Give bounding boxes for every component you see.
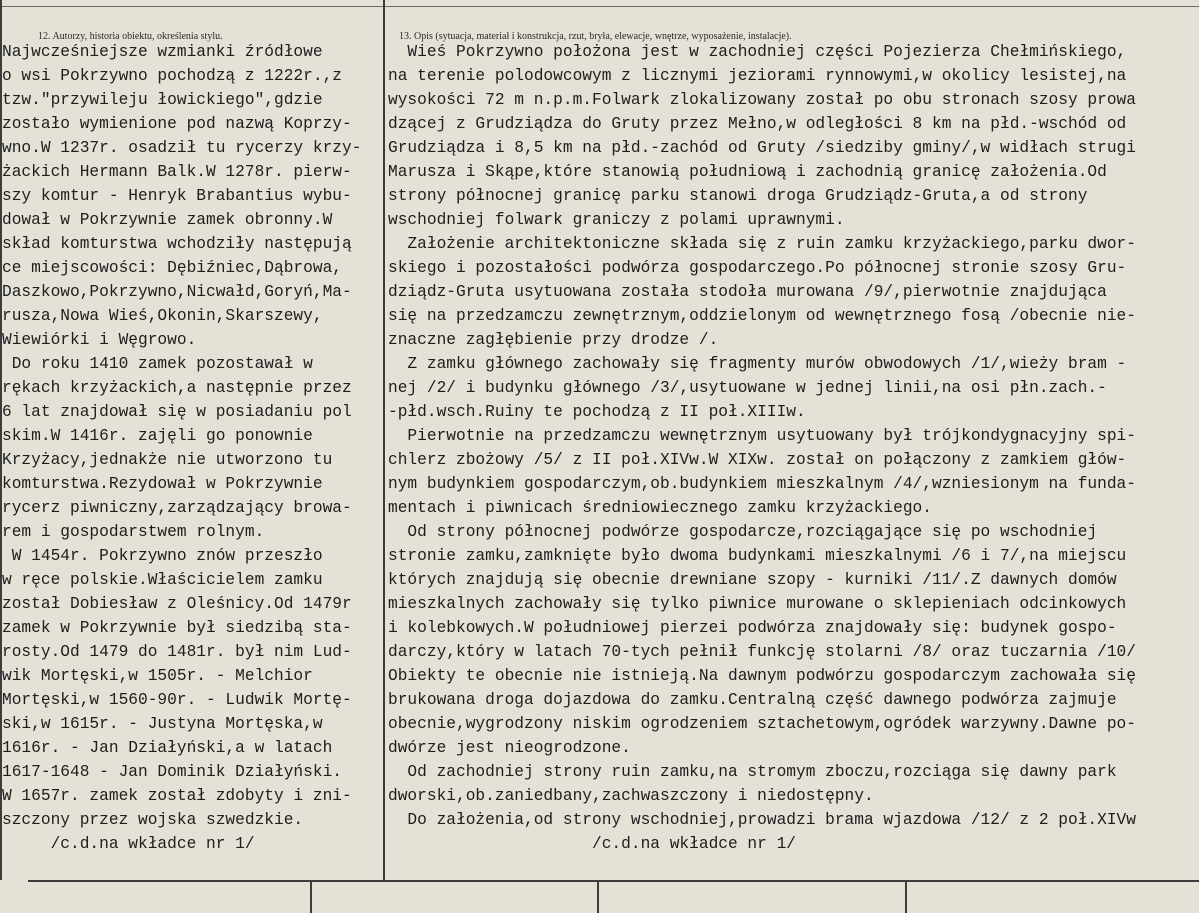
description-text-line: dzącej z Grudziądza do Gruty przez Mełno,w odległości 8 km na płd.-wschód od — [388, 115, 1127, 133]
history-text-line: /c.d.na wkładce nr 1/ — [2, 835, 255, 853]
history-text-line: w ręce polskie.Właścicielem zamku — [2, 571, 323, 589]
description-text-line: wschodniej folwark graniczy z polami uprawnymi. — [388, 211, 845, 229]
history-text-line: zostało wymienione pod nazwą Koprzy- — [2, 115, 352, 133]
column-divider — [383, 0, 385, 880]
history-text-line: Mortęski,w 1560-90r. - Ludwik Mortę- — [2, 691, 352, 709]
description-text-line: Z zamku głównego zachowały się fragmenty murów obwodowych /1/,wieży bram - — [388, 355, 1127, 373]
history-text-line: wno.W 1237r. osadził tu rycerzy krzy- — [2, 139, 362, 157]
description-text-line: Wieś Pokrzywno położona jest w zachodniej części Pojezierza Chełmińskiego, — [388, 43, 1127, 61]
description-text-line: mentach i piwnicach średniowiecznego zamku krzyżackiego. — [388, 499, 932, 517]
field-12-header: 12. Autorzy, historia obiektu, określenia stylu. — [38, 31, 223, 42]
history-text-line: został Dobiesław z Oleśnicy.Od 1479r — [2, 595, 352, 613]
history-text-line: żackich Hermann Balk.W 1278r. pierw- — [2, 163, 352, 181]
history-text-line: szy komtur - Henryk Brabantius wybu- — [2, 187, 352, 205]
history-text-line: zamek w Pokrzywnie był siedzibą sta- — [2, 619, 352, 637]
history-text-line: szczony przez wojska szwedzkie. — [2, 811, 304, 829]
description-text-line: Marusza i Skąpe,które stanowią południową i zachodnią granicę założenia.Od — [388, 163, 1107, 181]
history-text-line: rem i gospodarstwem rolnym. — [2, 523, 265, 541]
description-text-line: -płd.wsch.Ruiny te pochodzą z II poł.XIIIw. — [388, 403, 806, 421]
description-text-line: się na przedzamczu zewnętrznym,oddzielonym od wewnętrznego fosą /obecnie nie- — [388, 307, 1136, 325]
history-text-line: Wiewiórki i Węgrowo. — [2, 331, 197, 349]
description-text-line: stronie zamku,zamknięte było dwoma budynkami mieszkalnymi /6 i 7/,na miejscu — [388, 547, 1127, 565]
history-text-line: 1616r. - Jan Działyński,a w latach — [2, 739, 333, 757]
history-text-line: Daszkowo,Pokrzywno,Nicwałd,Goryń,Ma- — [2, 283, 352, 301]
history-text-line: skim.W 1416r. zajęli go ponownie — [2, 427, 313, 445]
bottom-tick — [597, 880, 599, 913]
history-text-line: Najwcześniejsze wzmianki źródłowe — [2, 43, 323, 61]
description-text-line: chlerz zbożowy /5/ z II poł.XIVw.W XIXw. został on połączony z zamkiem głów- — [388, 451, 1127, 469]
description-text-line: Założenie architektoniczne składa się z ruin zamku krzyżackiego,parku dwor- — [388, 235, 1136, 253]
description-text-line: Obiekty te obecnie nie istnieją.Na dawnym podwórzu gospodarczym zachowała się — [388, 667, 1136, 685]
description-text-line: na terenie polodowcowym z licznymi jeziorami rynnowymi,w okolicy lesistej,na — [388, 67, 1127, 85]
description-text-line: Od zachodniej strony ruin zamku,na stromym zboczu,rozciąga się dawny park — [388, 763, 1117, 781]
description-text-line: których znajdują się obecnie drewniane szopy - kurniki /11/.Z dawnych domów — [388, 571, 1117, 589]
description-text-line: darczy,który w latach 70-tych pełnił funkcję stolarni /8/ oraz tuczarnia /10/ — [388, 643, 1136, 661]
description-text-line: Od strony północnej podwórze gospodarcze,rozciągające się po wschodniej — [388, 523, 1098, 541]
history-text-line: Do roku 1410 zamek pozostawał w — [2, 355, 313, 373]
history-text-line: Krzyżacy,jednakże nie utworzono tu — [2, 451, 333, 469]
description-text-line: Do założenia,od strony wschodniej,prowadzi brama wjazdowa /12/ z 2 poł.XIVw — [388, 811, 1136, 829]
history-text-line: o wsi Pokrzywno pochodzą z 1222r.,z — [2, 67, 342, 85]
history-text-line: rusza,Nowa Wieś,Okonin,Skarszewy, — [2, 307, 323, 325]
history-text-line: 1617-1648 - Jan Dominik Działyński. — [2, 763, 342, 781]
description-text-line: znaczne zagłębienie przy drodze /. — [388, 331, 719, 349]
description-text-line: nej /2/ i budynku głównego /3/,usytuowane w jednej linii,na osi płn.zach.- — [388, 379, 1107, 397]
description-text-line: Pierwotnie na przedzamczu wewnętrznym usytuowany był trójkondygnacyjny spi- — [388, 427, 1136, 445]
history-text-line: dował w Pokrzywnie zamek obronny.W — [2, 211, 333, 229]
description-text-line: obecnie,wygrodzony niskim ogrodzeniem sztachetowym,ogródek warzywny.Dawne po- — [388, 715, 1136, 733]
history-text-line: rosty.Od 1479 do 1481r. był nim Lud- — [2, 643, 352, 661]
description-text-line: Grudziądza i 8,5 km na płd.-zachód od Gruty /siedziby gminy/,w widłach strugi — [388, 139, 1136, 157]
description-text-line: i kolebkowych.W południowej pierzei podwórza znajdowały się: budynek gospo- — [388, 619, 1117, 637]
history-text-line: skład komturstwa wchodziły następują — [2, 235, 352, 253]
description-text-line: dziądz-Gruta usytuowana została stodoła murowana /9/,pierwotnie znajdująca — [388, 283, 1107, 301]
description-text-line: wysokości 72 m n.p.m.Folwark zlokalizowany został po obu stronach szosy prowa — [388, 91, 1136, 109]
bottom-rule — [28, 880, 1199, 882]
description-text-line: strony północnej granicę parku stanowi droga Grudziądz-Gruta,a od strony — [388, 187, 1088, 205]
bottom-tick — [310, 880, 312, 913]
history-text-line: ce miejscowości: Dębiźniec,Dąbrowa, — [2, 259, 342, 277]
description-text-line: /c.d.na wkładce nr 1/ — [388, 835, 796, 853]
top-rule — [0, 6, 1199, 7]
description-text-line: brukowana droga dojazdowa do zamku.Centralną część dawnego podwórza zajmuje — [388, 691, 1117, 709]
history-text-line: tzw."przywileju łowickiego",gdzie — [2, 91, 323, 109]
field-13-header: 13. Opis (sytuacja, materiał i konstrukcja, rzut, bryła, elewacje, wnętrze, wyposażenie, instalacje). — [399, 31, 792, 42]
history-text-line: W 1657r. zamek został zdobyty i zni- — [2, 787, 352, 805]
history-text-line: wik Mortęski,w 1505r. - Melchior — [2, 667, 313, 685]
history-text-line: rycerz piwniczny,zarządzający browa- — [2, 499, 352, 517]
description-text-line: mieszkalnych zachowały się tylko piwnice murowane o sklepieniach odcinkowych — [388, 595, 1127, 613]
description-text-line: skiego i pozostałości podwórza gospodarczego.Po północnej stronie szosy Gru- — [388, 259, 1127, 277]
description-text-line: dwórze jest nieogrodzone. — [388, 739, 631, 757]
history-text-line: komturstwa.Rezydował w Pokrzywnie — [2, 475, 323, 493]
history-column — [2, 40, 380, 856]
description-text-line: dworski,ob.zaniedbany,zachwaszczony i niedostępny. — [388, 787, 874, 805]
bottom-tick — [905, 880, 907, 913]
history-text-line: ski,w 1615r. - Justyna Mortęska,w — [2, 715, 323, 733]
history-text-line: 6 lat znajdował się w posiadaniu pol — [2, 403, 352, 421]
description-text-line: nym budynkiem gospodarczym,ob.budynkiem mieszkalnym /4/,wzniesionym na funda- — [388, 475, 1136, 493]
history-text-line: rękach krzyżackich,a następnie przez — [2, 379, 352, 397]
history-text-line: W 1454r. Pokrzywno znów przeszło — [2, 547, 323, 565]
description-column — [388, 40, 1199, 856]
